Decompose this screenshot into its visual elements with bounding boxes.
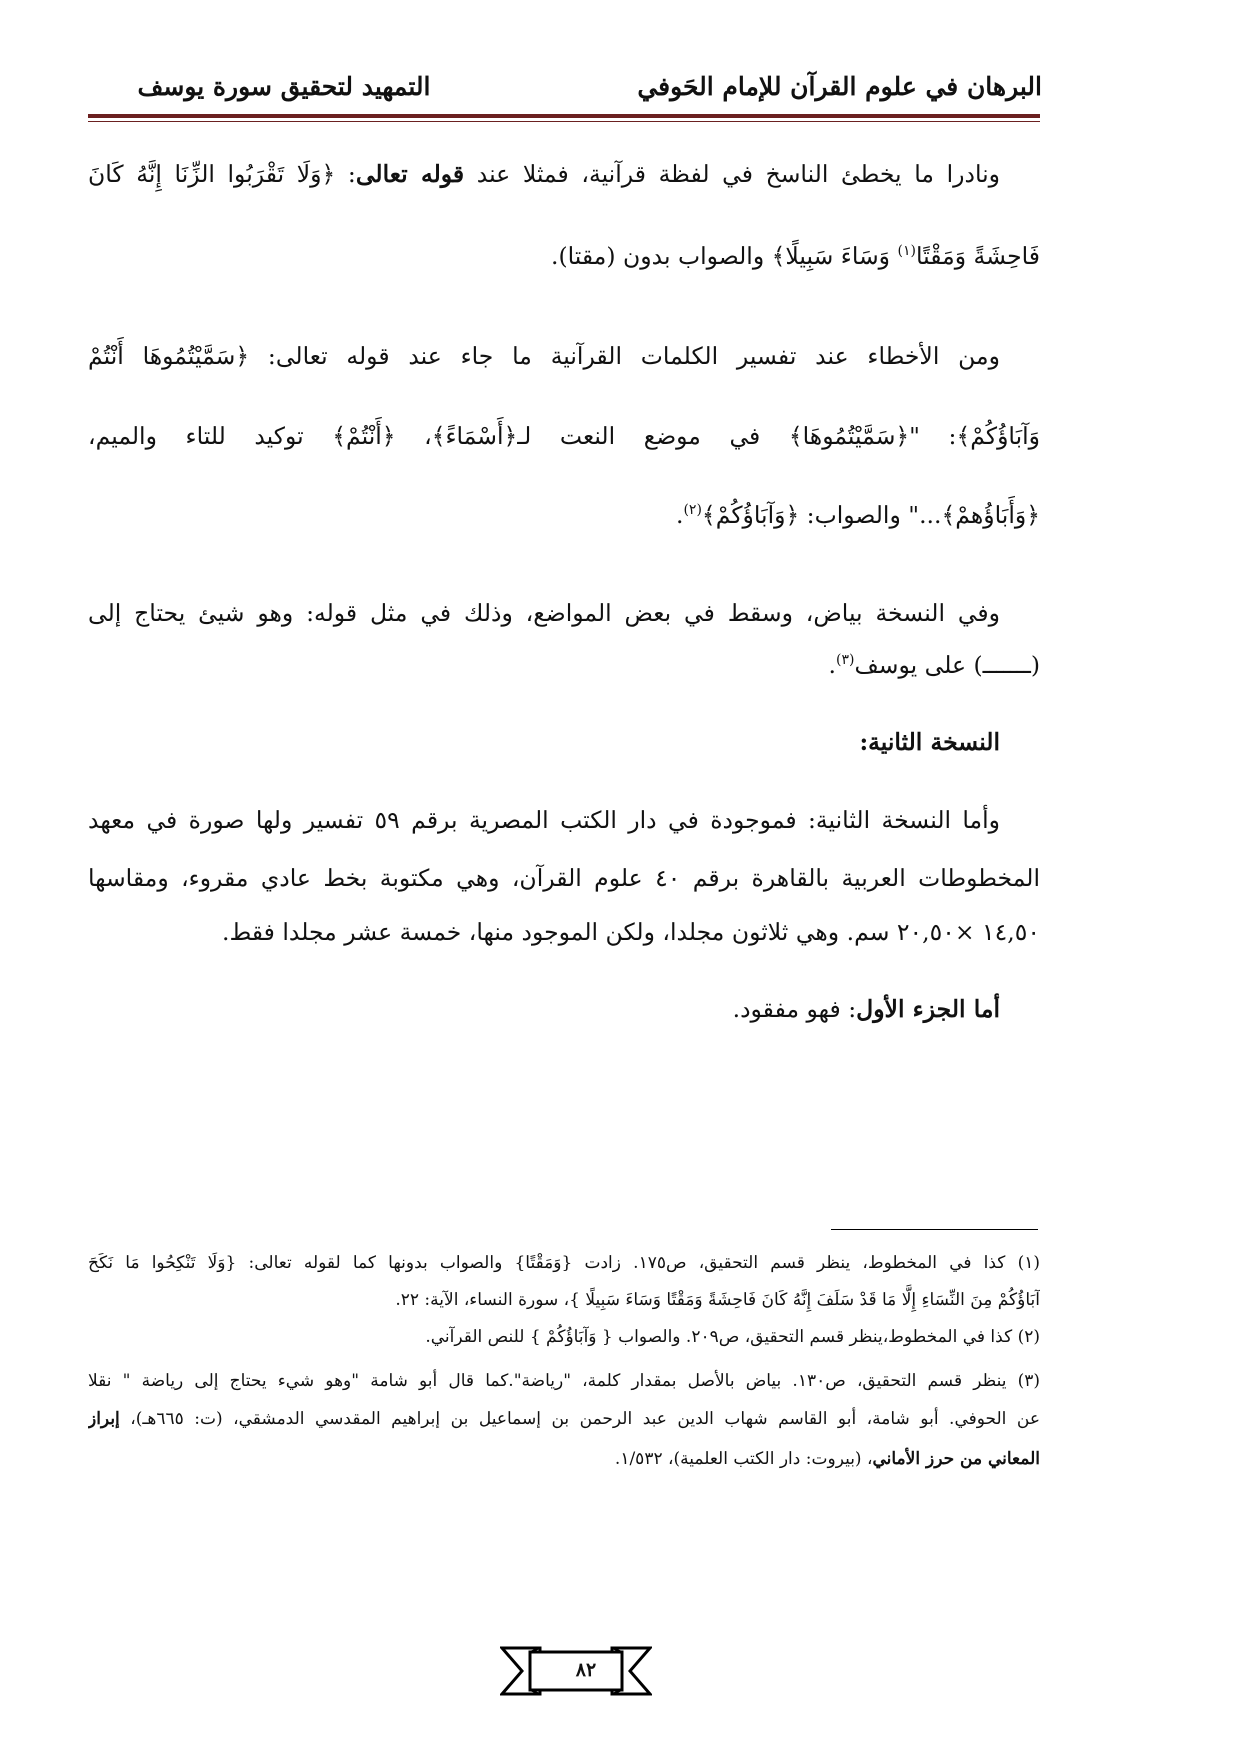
paragraph-4-line-3: ١٤,٥٠ ×٢٠,٥٠ سم. وهي ثلاثون مجلدا، ولكن الموجود منها، خمسة عشر مجلدا فقط.	[222, 918, 1040, 946]
paragraph-1-line-2: فَاحِشَةً وَمَقْتًا$^{(١)}$ وَسَاءَ سَبِيلًا﴾ والصواب بدون (مقتا).	[551, 242, 1040, 270]
footnote-1-line-2: آبَاؤُكُمْ مِنَ النِّسَاءِ إِلَّا مَا قَدْ سَلَفَ إِنَّهُ كَانَ فَاحِشَةً وَمَقْتًا وَسَاءَ سَبِيلًا }، سورة النساء، الآية: ٢٢.	[395, 1290, 1040, 1310]
paragraph-2-line-1: ومن الأخطاء عند تفسير الكلمات القرآنية ما جاء عند قوله تعالى: ﴿سَمَّيْتُمُوهَا أَنْتُمْ	[88, 342, 1000, 370]
paragraph-2-line-2: وَآبَاؤُكُمْ﴾: "﴿سَمَّيْتُمُوهَا﴾ في موضع النعت لـ﴿أَسْمَاءً﴾، ﴿أَنْتُمْ﴾ توكيد للتاء والميم،	[88, 422, 1040, 450]
paragraph-5-line-1: أما الجزء الأول: فهو مفقود.	[732, 995, 1000, 1023]
running-header-book-title: البرهان في علوم القرآن للإمام الحَوفي	[637, 72, 1042, 101]
page-number: ٨٢	[575, 1659, 597, 1681]
paragraph-3-line-2: (ـــــــ) على يوسف$^{(٣)}$.	[828, 651, 1040, 679]
paragraph-4-line-1: وأما النسخة الثانية: فموجودة في دار الكتب المصرية برقم ٥٩ تفسير ولها صورة في معهد	[88, 806, 1001, 834]
footnote-3-line-1: (٣) ينظر قسم التحقيق، ص١٣٠. بياض بالأصل بمقدار كلمة، "رياضة".كما قال أبو شامة "وهو شيء يحتاج إلى رياضة " نقلا	[88, 1371, 1040, 1391]
footnote-1-line-1: (١) كذا في المخطوط، ينظر قسم التحقيق، ص١٧٥. زادت {وَمَقْتًا} والصواب بدونها كما لقوله تعالى: {وَلَا تَنْكِحُوا مَا نَكَحَ	[88, 1253, 1040, 1273]
paragraph-1-line-1: ونادرا ما يخطئ الناسخ في لفظة قرآنية، فمثلا عند قوله تعالى: ﴿وَلَا تَقْرَبُوا الزِّنَا إِنَّهُ كَانَ	[88, 160, 1000, 188]
paragraph-3-line-1: وفي النسخة بياض، وسقط في بعض المواضع، وذلك في مثل قوله: وهو شيئ يحتاج إلى	[88, 599, 1000, 627]
section-heading-copy-two: النسخة الثانية:	[859, 728, 1000, 756]
footnote-3-line-2: عن الحوفي. أبو شامة، أبو القاسم شهاب الدين عبد الرحمن بن إسماعيل بن إبراهيم المقدسي الدمشقي، (ت: ٦٦٥هـ)، إبراز	[88, 1409, 1040, 1429]
running-header-section-title: التمهيد لتحقيق سورة يوسف	[137, 72, 431, 101]
header-rule-thin	[88, 121, 1040, 122]
paragraph-2-line-3: ﴿وَأَبَاؤُهمْ﴾..." والصواب: ﴿وَآبَاؤُكُمْ﴾$^{(٢)}$.	[675, 501, 1040, 529]
footnote-separator	[831, 1229, 1038, 1230]
footnote-3-line-3: المعاني من حرز الأماني، (بيروت: دار الكتب العلمية)، ١/٥٣٢.	[614, 1449, 1040, 1469]
header-rule-thick	[88, 114, 1040, 118]
footnote-2-line-1: (٢) كذا في المخطوط،ينظر قسم التحقيق، ص٢٠٩. والصواب { وَآبَاؤُكُمْ } للنص القرآني.	[425, 1327, 1040, 1347]
paragraph-4-line-2: المخطوطات العربية بالقاهرة برقم ٤٠ علوم القرآن، وهي مكتوبة بخط عادي مقروء، ومقاسها	[88, 864, 1040, 892]
